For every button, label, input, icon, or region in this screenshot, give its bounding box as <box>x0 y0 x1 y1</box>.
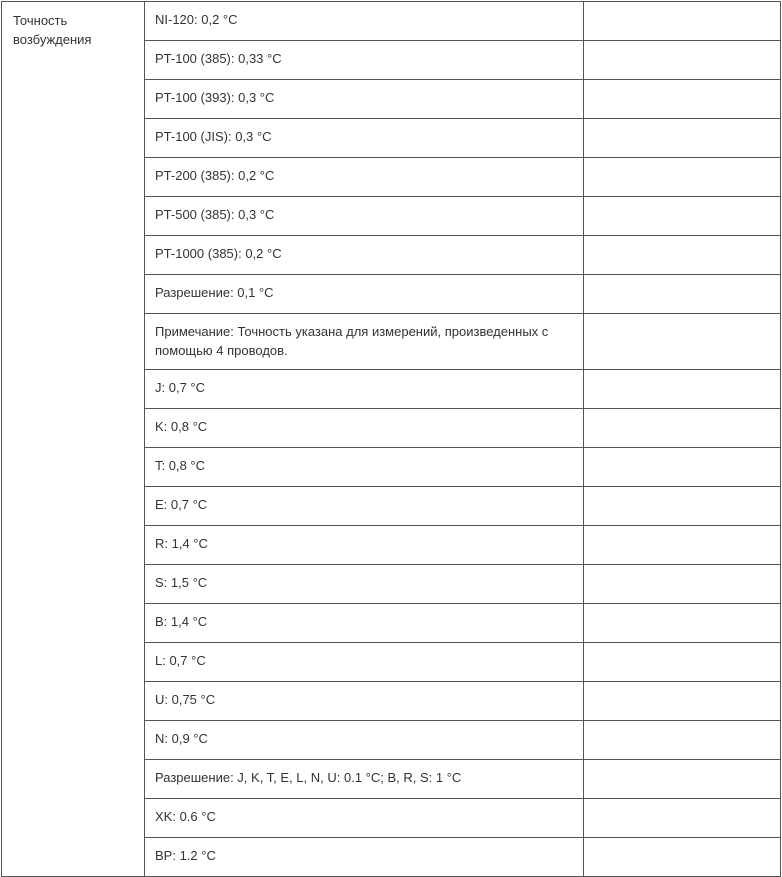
value-cell: PT-100 (385): 0,33 °C <box>145 41 584 80</box>
value-cell: Примечание: Точность указана для измерений, произведенных с помощью 4 проводов. <box>145 314 584 370</box>
extra-cell <box>584 526 781 565</box>
value-cell: K: 0,8 °C <box>145 409 584 448</box>
value-cell: PT-200 (385): 0,2 °C <box>145 158 584 197</box>
extra-cell <box>584 682 781 721</box>
extra-cell <box>584 80 781 119</box>
table-row <box>2 2 781 41</box>
extra-cell <box>584 370 781 409</box>
value-cell: PT-500 (385): 0,3 °C <box>145 197 584 236</box>
value-cell: B: 1,4 °C <box>145 604 584 643</box>
value-cell: L: 0,7 °C <box>145 643 584 682</box>
extra-cell <box>584 409 781 448</box>
value-cell: PT-1000 (385): 0,2 °C <box>145 236 584 275</box>
extra-cell <box>584 448 781 487</box>
extra-cell <box>584 2 781 41</box>
extra-cell <box>584 314 781 370</box>
extra-cell <box>584 604 781 643</box>
extra-cell <box>584 158 781 197</box>
extra-cell <box>584 197 781 236</box>
extra-cell <box>584 760 781 799</box>
value-cell: Разрешение: J, K, T, E, L, N, U: 0.1 °C; B, R, S: 1 °C <box>145 760 584 799</box>
parameter-cell: Точность возбуждения <box>2 2 145 877</box>
extra-cell <box>584 119 781 158</box>
value-cell: XK: 0.6 °C <box>145 799 584 838</box>
value-cell: S: 1,5 °C <box>145 565 584 604</box>
extra-cell <box>584 643 781 682</box>
value-cell: N: 0,9 °C <box>145 721 584 760</box>
extra-cell <box>584 236 781 275</box>
extra-cell <box>584 275 781 314</box>
value-cell: T: 0,8 °C <box>145 448 584 487</box>
value-cell: U: 0,75 °C <box>145 682 584 721</box>
value-cell: PT-100 (393): 0,3 °C <box>145 80 584 119</box>
value-cell: E: 0,7 °C <box>145 487 584 526</box>
value-cell: R: 1,4 °C <box>145 526 584 565</box>
extra-cell <box>584 721 781 760</box>
spec-table <box>1 1 781 877</box>
value-cell: J: 0,7 °C <box>145 370 584 409</box>
extra-cell <box>584 41 781 80</box>
value-cell: PT-100 (JIS): 0,3 °C <box>145 119 584 158</box>
value-cell: BP: 1.2 °C <box>145 838 584 877</box>
extra-cell <box>584 838 781 877</box>
extra-cell <box>584 799 781 838</box>
value-cell: Разрешение: 0,1 °C <box>145 275 584 314</box>
value-cell: NI-120: 0,2 °C <box>145 2 584 41</box>
extra-cell <box>584 487 781 526</box>
extra-cell <box>584 565 781 604</box>
